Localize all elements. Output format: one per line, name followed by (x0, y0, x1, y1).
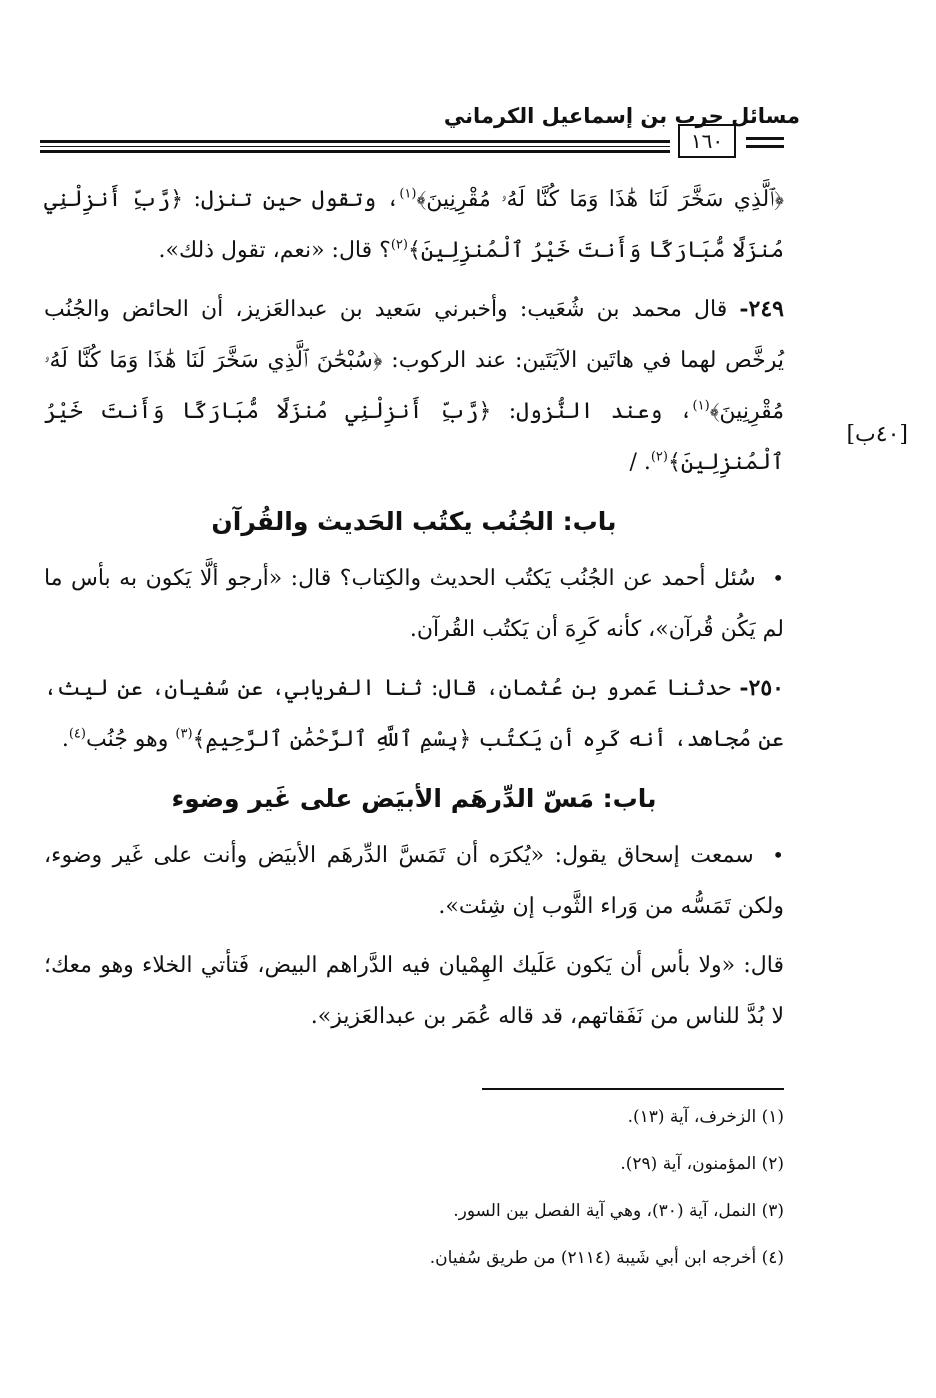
question-paragraph: • سُئل أحمد عن الجُنُب يَكتُب الحديث والكِتاب؟ قال: «أرجو ألَّا يَكون به بأس ما لم يَكُن قُرآن»، كأنه كَرِهَ أن يَكتُب القُرآن. (44, 566, 784, 642)
footnote-ref: (٢) (390, 237, 408, 253)
ishaq-paragraph: • سمعت إسحاق يقول: «يُكرَه أن تَمَسَّ الدِّرهَم الأبيَض وأنت على غَير وضوء، ولكن تَمَسُّه من وَراء الثَّوب إن شِئت». (44, 843, 784, 919)
narration-number: ٢٤٩- (739, 296, 784, 322)
footnote: (٤) أخرجه ابن أبي شَيبة (٢١١٤) من طريق سُفيان. (429, 1248, 784, 1268)
header-rule (40, 146, 670, 147)
final-paragraph: قال: «ولا بأس أن يَكون عَلَيك الهِمْيان فيه الدَّراهم البيض، فَتأتي الخلاء وهو معك؛ لا بُدَّ للناس من نَفَقاتهم، قد قاله عُمَر بن عبدالعَزيز». (44, 953, 784, 1029)
narration-250: ٢٥٠- حدثنا عَمرو بن عُثمان، قال: ثنا الفريابي، عن سُفيان، عن ليث، عن مُجاهد، أنه كَرِه أن يَكتُب ﴿بِسْمِ ٱللَّهِ ٱلرَّحْمَٰنِ ٱلرَّحِيمِ﴾$^{(٣)}$ وهو جُنُب$^{(٤)}$. (44, 675, 784, 752)
footnote-ref: (٤) (68, 726, 86, 742)
main-text (44, 174, 784, 1050)
header-rule (40, 140, 670, 143)
footnote-ref: (٢) (650, 449, 668, 465)
paragraph-continuation: ﴿ٱلَّذِي سَخَّرَ لَنَا هَٰذَا وَمَا كُنَّا لَهُۥ مُقْرِنِينَ﴾$^{(١)}$، وتقول حين تنزل: ﴿رَّبِّ أَنزِلْنِي مُنزَلًا مُّبَارَكًا وَأَنتَ خَيْرُ ٱلْمُنزِلِينَ﴾$^{(٢)}$؟ قال: «نعم، تقول ذلك». (44, 186, 784, 263)
narration-249: ٢٤٩- قال محمد بن شُعَيب: وأخبرني سَعيد بن عبدالعَزيز، أن الحائض والجُنُب يُرخَّص لهما في هاتَين الآيَتَين: عند الركوب: ﴿سُبْحَٰنَ ٱلَّذِي سَخَّرَ لَنَا هَٰذَا وَمَا كُنَّا لَهُۥ مُقْرِنِينَ﴾$^{(١)}$، وعند النُّزول: ﴿رَّبِّ أَنزِلْنِي مُنزَلًا مُّبَارَكًا وَأَنتَ خَيْرُ ٱلْمُنزِلِينَ﴾$^{(٢)}$. / (44, 296, 784, 475)
header-ornament (746, 145, 784, 148)
footnote-ref: (١) (399, 186, 417, 202)
manuscript-folio-marker: [٤٠ب] (846, 422, 908, 447)
footnote-ref: (٣) (175, 726, 193, 742)
footnote: (٢) المؤمنون، آية (٢٩). (620, 1154, 784, 1174)
chapter-heading: باب: مَسّ الدِّرهَم الأبيَض على غَير وضوء (171, 784, 657, 813)
bullet-icon: • (772, 843, 784, 867)
chapter-heading: باب: الجُنُب يكتُب الحَديث والقُرآن (211, 507, 617, 536)
running-title: مسائل حرب بن إسماعيل الكرماني (443, 104, 800, 128)
footnotes (300, 1106, 784, 1294)
footnote: (٣) النمل، آية (٣٠)، وهي آية الفصل بين السور. (453, 1201, 784, 1221)
page-number: ١٦٠ (678, 124, 736, 158)
footnote: (١) الزخرف، آية (١٣). (627, 1107, 784, 1127)
footnote-separator (482, 1088, 784, 1090)
bullet-icon: • (772, 566, 784, 590)
narration-number: ٢٥٠- (739, 675, 784, 701)
header-ornament (746, 137, 784, 140)
header-rule (40, 150, 670, 153)
footnote-ref: (١) (692, 398, 710, 414)
